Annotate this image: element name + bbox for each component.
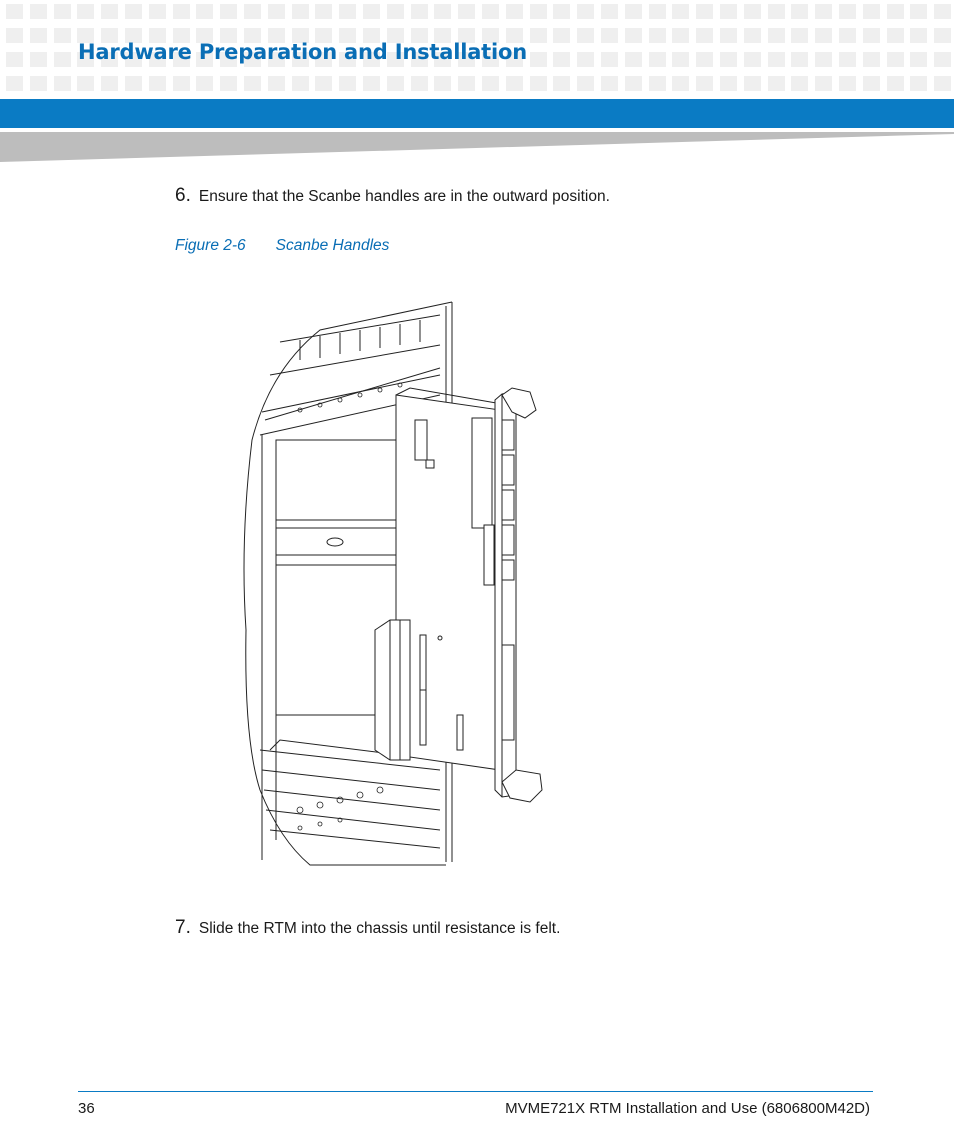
figure-label: Figure 2-6 (175, 237, 246, 254)
step-7-number: 7. (175, 917, 191, 938)
step-7 (175, 917, 560, 939)
document-title: MVME721X RTM Installation and Use (6806800M42D) (505, 1100, 870, 1117)
page-section-title: Hardware Preparation and Installation (78, 40, 527, 64)
figure-caption (175, 237, 389, 255)
step-6 (175, 185, 610, 207)
step-6-text: Ensure that the Scanbe handles are in the outward position. (198, 188, 610, 205)
footer-rule (78, 1091, 873, 1092)
scanbe-handles-illustration (240, 300, 550, 870)
page-number: 36 (78, 1100, 95, 1117)
figure-title: Scanbe Handles (275, 237, 390, 254)
step-6-number: 6. (175, 185, 191, 206)
step-7-text: Slide the RTM into the chassis until resistance is felt. (198, 920, 561, 937)
header-grey-wedge (0, 130, 954, 164)
header-blue-bar (0, 99, 954, 128)
